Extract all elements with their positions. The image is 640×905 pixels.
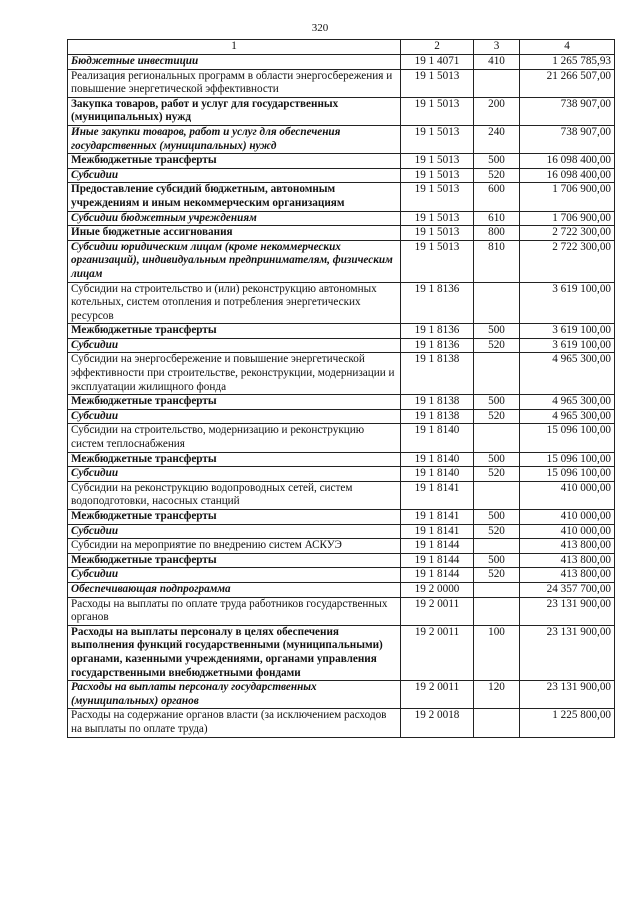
row-name: Иные бюджетные ассигнования: [68, 226, 401, 241]
row-name: Субсидии на строительство, модернизацию и реконструкцию систем теплоснабжения: [68, 424, 401, 452]
row-code: 19 1 8140: [401, 424, 474, 452]
row-name: Бюджетные инвестиции: [68, 55, 401, 70]
row-code: 19 2 0011: [401, 597, 474, 625]
row-type: [474, 539, 520, 554]
row-code: 19 1 8136: [401, 282, 474, 324]
row-type: [474, 282, 520, 324]
row-amount: 2 722 300,00: [520, 226, 615, 241]
row-amount: 410 000,00: [520, 524, 615, 539]
table-row: [68, 524, 615, 539]
row-type: 520: [474, 168, 520, 183]
row-code: 19 1 5013: [401, 125, 474, 153]
row-type: 610: [474, 211, 520, 226]
row-type: 500: [474, 452, 520, 467]
row-code: 19 1 8138: [401, 395, 474, 410]
table-row: [68, 211, 615, 226]
row-code: 19 1 5013: [401, 168, 474, 183]
row-code: 19 2 0018: [401, 709, 474, 737]
table-row: [68, 481, 615, 509]
row-amount: 1 225 800,00: [520, 709, 615, 737]
table-row: [68, 226, 615, 241]
row-amount: 3 619 100,00: [520, 338, 615, 353]
row-name: Межбюджетные трансферты: [68, 324, 401, 339]
row-amount: 3 619 100,00: [520, 324, 615, 339]
row-type: [474, 597, 520, 625]
row-type: 520: [474, 409, 520, 424]
row-amount: 15 096 100,00: [520, 452, 615, 467]
row-amount: 16 098 400,00: [520, 168, 615, 183]
row-name: Межбюджетные трансферты: [68, 395, 401, 410]
table-row: [68, 395, 615, 410]
row-code: 19 1 8140: [401, 467, 474, 482]
row-type: [474, 69, 520, 97]
row-type: 500: [474, 553, 520, 568]
row-amount: 413 800,00: [520, 568, 615, 583]
table-row: [68, 338, 615, 353]
row-code: 19 2 0000: [401, 582, 474, 597]
row-type: 810: [474, 240, 520, 282]
row-code: 19 1 5013: [401, 240, 474, 282]
row-amount: 21 266 507,00: [520, 69, 615, 97]
row-code: 19 1 8140: [401, 452, 474, 467]
table-row: [68, 97, 615, 125]
row-code: 19 1 8138: [401, 353, 474, 395]
row-code: 19 1 8144: [401, 553, 474, 568]
row-name: Межбюджетные трансферты: [68, 154, 401, 169]
row-amount: 410 000,00: [520, 510, 615, 525]
table-row: [68, 539, 615, 554]
row-code: 19 1 5013: [401, 211, 474, 226]
row-amount: 410 000,00: [520, 481, 615, 509]
row-type: 600: [474, 183, 520, 211]
row-name: Субсидии юридическим лицам (кроме некоммерческих организаций), индивидуальным предпринимателям, физическим лицам: [68, 240, 401, 282]
row-type: 800: [474, 226, 520, 241]
header-col-4: 4: [520, 40, 615, 55]
row-code: 19 1 8141: [401, 481, 474, 509]
row-code: 19 1 8136: [401, 324, 474, 339]
page-number: 320: [311, 22, 329, 34]
row-name: Субсидии: [68, 568, 401, 583]
row-amount: 23 131 900,00: [520, 597, 615, 625]
header-col-2: 2: [401, 40, 474, 55]
table-row: [68, 467, 615, 482]
row-amount: 15 096 100,00: [520, 467, 615, 482]
row-amount: 23 131 900,00: [520, 681, 615, 709]
row-amount: 1 706 900,00: [520, 183, 615, 211]
row-name: Субсидии бюджетным учреждениям: [68, 211, 401, 226]
row-amount: 16 098 400,00: [520, 154, 615, 169]
row-code: 19 1 5013: [401, 69, 474, 97]
row-type: [474, 481, 520, 509]
table-row: [68, 55, 615, 70]
row-type: 200: [474, 97, 520, 125]
table-row: [68, 353, 615, 395]
row-code: 19 2 0011: [401, 625, 474, 680]
row-type: [474, 582, 520, 597]
table-row: [68, 282, 615, 324]
row-type: 120: [474, 681, 520, 709]
row-name: Субсидии: [68, 467, 401, 482]
table-row: [68, 69, 615, 97]
row-amount: 4 965 300,00: [520, 353, 615, 395]
row-amount: 413 800,00: [520, 553, 615, 568]
row-type: 240: [474, 125, 520, 153]
row-name: Субсидии на мероприятие по внедрению систем АСКУЭ: [68, 539, 401, 554]
row-amount: 738 907,00: [520, 125, 615, 153]
table-row: [68, 582, 615, 597]
row-name: Предоставление субсидий бюджетным, автономным учреждениям и иным некоммерческим организациям: [68, 183, 401, 211]
table-row: [68, 553, 615, 568]
row-type: 520: [474, 524, 520, 539]
row-name: Расходы на содержание органов власти (за исключением расходов на выплаты по оплате труда): [68, 709, 401, 737]
row-type: [474, 353, 520, 395]
row-amount: 2 722 300,00: [520, 240, 615, 282]
row-amount: 24 357 700,00: [520, 582, 615, 597]
row-type: 500: [474, 395, 520, 410]
row-amount: 1 265 785,93: [520, 55, 615, 70]
table-row: [68, 125, 615, 153]
row-name: Субсидии на строительство и (или) реконструкцию автономных котельных, систем отопления и потребления энергетических ресурсов: [68, 282, 401, 324]
row-name: Субсидии: [68, 524, 401, 539]
row-code: 19 1 8136: [401, 338, 474, 353]
table-row: [68, 452, 615, 467]
row-type: 500: [474, 154, 520, 169]
row-name: Межбюджетные трансферты: [68, 452, 401, 467]
row-name: Расходы на выплаты по оплате труда работников государственных органов: [68, 597, 401, 625]
table-header-row: [68, 40, 615, 55]
row-code: 19 1 5013: [401, 183, 474, 211]
table-row: [68, 597, 615, 625]
header-col-3: 3: [474, 40, 520, 55]
row-name: Субсидии на реконструкцию водопроводных сетей, систем водоподготовки, насосных станций: [68, 481, 401, 509]
row-code: 19 1 5013: [401, 226, 474, 241]
row-type: 500: [474, 324, 520, 339]
table-row: [68, 154, 615, 169]
row-type: 500: [474, 510, 520, 525]
row-name: Межбюджетные трансферты: [68, 553, 401, 568]
table-row: [68, 409, 615, 424]
row-name: Обеспечивающая подпрограмма: [68, 582, 401, 597]
row-type: [474, 424, 520, 452]
table-row: [68, 168, 615, 183]
header-col-1: 1: [68, 40, 401, 55]
table-row: [68, 568, 615, 583]
row-name: Субсидии: [68, 168, 401, 183]
row-type: 520: [474, 467, 520, 482]
row-amount: 15 096 100,00: [520, 424, 615, 452]
table-row: [68, 510, 615, 525]
row-amount: 413 800,00: [520, 539, 615, 554]
table-row: [68, 183, 615, 211]
row-name: Расходы на выплаты персоналу в целях обеспечения выполнения функций государственными (муниципальными) органами, казенными учреждениями, органами управления государственными внебюджетными фондами: [68, 625, 401, 680]
row-name: Межбюджетные трансферты: [68, 510, 401, 525]
table-row: [68, 424, 615, 452]
row-amount: 3 619 100,00: [520, 282, 615, 324]
row-amount: 4 965 300,00: [520, 395, 615, 410]
row-name: Расходы на выплаты персоналу государственных (муниципальных) органов: [68, 681, 401, 709]
row-type: 520: [474, 568, 520, 583]
row-amount: 1 706 900,00: [520, 211, 615, 226]
row-amount: 23 131 900,00: [520, 625, 615, 680]
row-type: 410: [474, 55, 520, 70]
budget-table: [67, 39, 615, 738]
row-amount: 738 907,00: [520, 97, 615, 125]
table-row: [68, 324, 615, 339]
row-type: [474, 709, 520, 737]
row-code: 19 1 5013: [401, 97, 474, 125]
row-amount: 4 965 300,00: [520, 409, 615, 424]
row-name: Субсидии: [68, 338, 401, 353]
row-type: 100: [474, 625, 520, 680]
row-code: 19 1 8138: [401, 409, 474, 424]
table-row: [68, 709, 615, 737]
row-code: 19 1 8141: [401, 524, 474, 539]
table-row: [68, 681, 615, 709]
row-code: 19 2 0011: [401, 681, 474, 709]
row-code: 19 1 8144: [401, 568, 474, 583]
row-code: 19 1 5013: [401, 154, 474, 169]
row-code: 19 1 4071: [401, 55, 474, 70]
table-row: [68, 625, 615, 680]
row-name: Закупка товаров, работ и услуг для государственных (муниципальных) нужд: [68, 97, 401, 125]
row-name: Субсидии на энергосбережение и повышение энергетической эффективности при строительстве, реконструкции, модернизации и эксплуатации жилищного фонда: [68, 353, 401, 395]
row-name: Реализация региональных программ в области энергосбережения и повышение энергетической эффективности: [68, 69, 401, 97]
row-code: 19 1 8141: [401, 510, 474, 525]
table-row: [68, 240, 615, 282]
row-name: Субсидии: [68, 409, 401, 424]
row-name: Иные закупки товаров, работ и услуг для обеспечения государственных (муниципальных) нужд: [68, 125, 401, 153]
row-type: 520: [474, 338, 520, 353]
row-code: 19 1 8144: [401, 539, 474, 554]
